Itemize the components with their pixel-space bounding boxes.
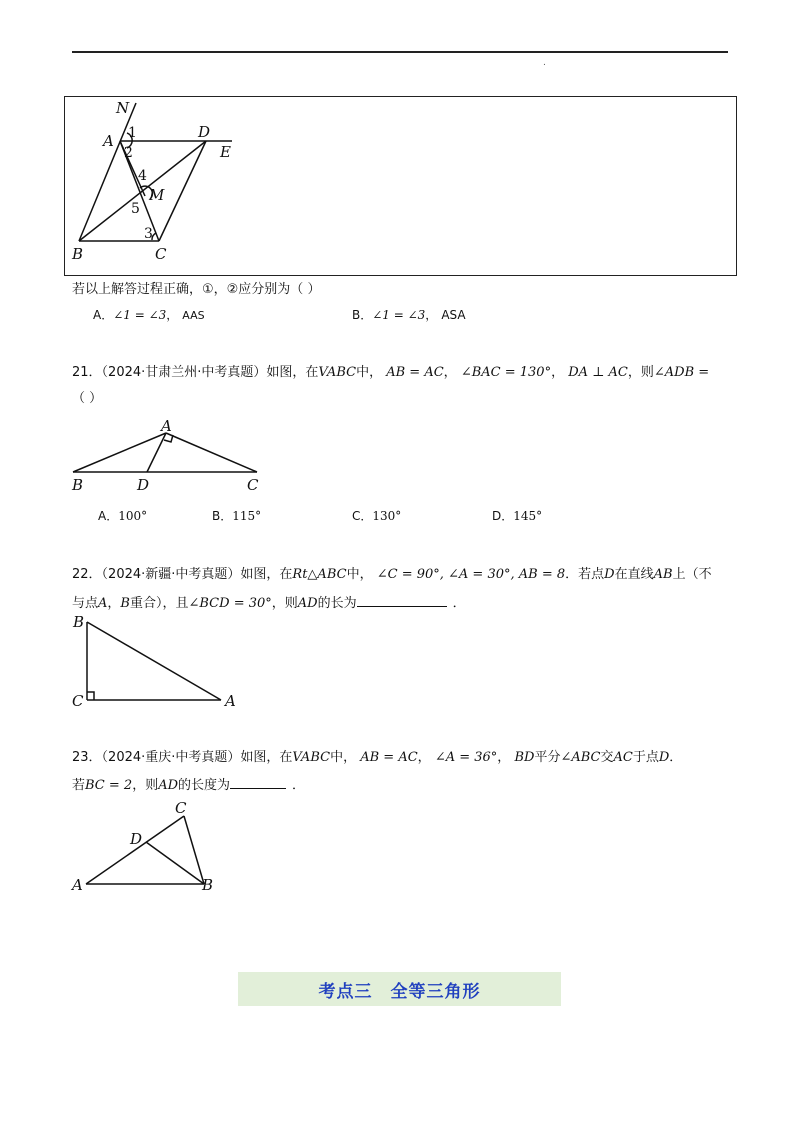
q22-line1: 22．（2024·新疆·中考真题）如图，在Rt△ABC中， ∠C = 90°, ∠A = 30°, AB = 8．若点D在直线AB上（不 (72, 567, 712, 582)
q23-answer-blank[interactable] (230, 776, 286, 789)
figure-q21 (73, 433, 257, 472)
q21-option-a[interactable]: A．100° (98, 509, 148, 523)
q21-label-C: C (247, 476, 259, 494)
line-NB (79, 103, 136, 241)
q21-label-B: B (72, 476, 84, 494)
angle-5: 5 (131, 201, 140, 217)
label-A: A (103, 132, 114, 150)
q23-line2: 若BC = 2，则AD的长度为 ． (72, 778, 306, 793)
angle-2: 2 (124, 145, 133, 161)
figure-q23 (86, 816, 204, 884)
q22-label-B: B (73, 613, 85, 631)
label-D: D (198, 123, 211, 141)
q21-label-A: A (161, 417, 172, 435)
figure-q22 (87, 622, 221, 700)
q20-option-a[interactable]: A．∠1 = ∠3， AAS (93, 308, 205, 322)
q21-label-D: D (137, 476, 150, 494)
angle-4: 4 (138, 168, 147, 184)
q22-line2: 与点A，B重合），且∠BCD = 30°，则AD的长为 ． (72, 596, 466, 611)
angle-3: 3 (144, 226, 153, 242)
q21-option-c[interactable]: C．130° (352, 509, 402, 523)
q23-label-D: D (130, 830, 143, 848)
q20-prompt: 若以上解答过程正确，①，②应分别为（ ） (72, 282, 321, 297)
header-dot: . (543, 58, 546, 68)
right-angle-mark-C (87, 692, 94, 700)
label-M: M (149, 186, 165, 204)
label-E: E (220, 143, 231, 161)
q23-label-C: C (175, 799, 187, 817)
q21-line2: （ ） (72, 391, 103, 406)
q22-label-C: C (72, 692, 84, 710)
line-CD (159, 141, 206, 241)
q23-label-B: B (202, 876, 214, 894)
q23-label-A: A (72, 876, 83, 894)
angle-1: 1 (128, 125, 137, 141)
label-N: N (116, 99, 130, 117)
q22-answer-blank[interactable] (357, 594, 447, 607)
label-B: B (72, 245, 84, 263)
q21-option-d[interactable]: D．145° (492, 509, 543, 523)
section-banner: 考点三 全等三角形 (238, 972, 561, 1006)
q22-label-A: A (225, 692, 236, 710)
q21-option-b[interactable]: B．115° (212, 509, 262, 523)
q20-option-b[interactable]: B．∠1 = ∠3， ASA (352, 308, 466, 322)
q21-line1: 21．（2024·甘肃兰州·中考真题）如图，在VABC中， AB = AC， ∠BAC = 130°， DA ⊥ AC，则∠ADB = (72, 365, 710, 380)
label-C: C (155, 245, 167, 263)
q23-line1: 23．（2024·重庆·中考真题）如图，在VABC中， AB = AC， ∠A = 36°， BD平分∠ABC交AC于点D． (72, 750, 683, 765)
